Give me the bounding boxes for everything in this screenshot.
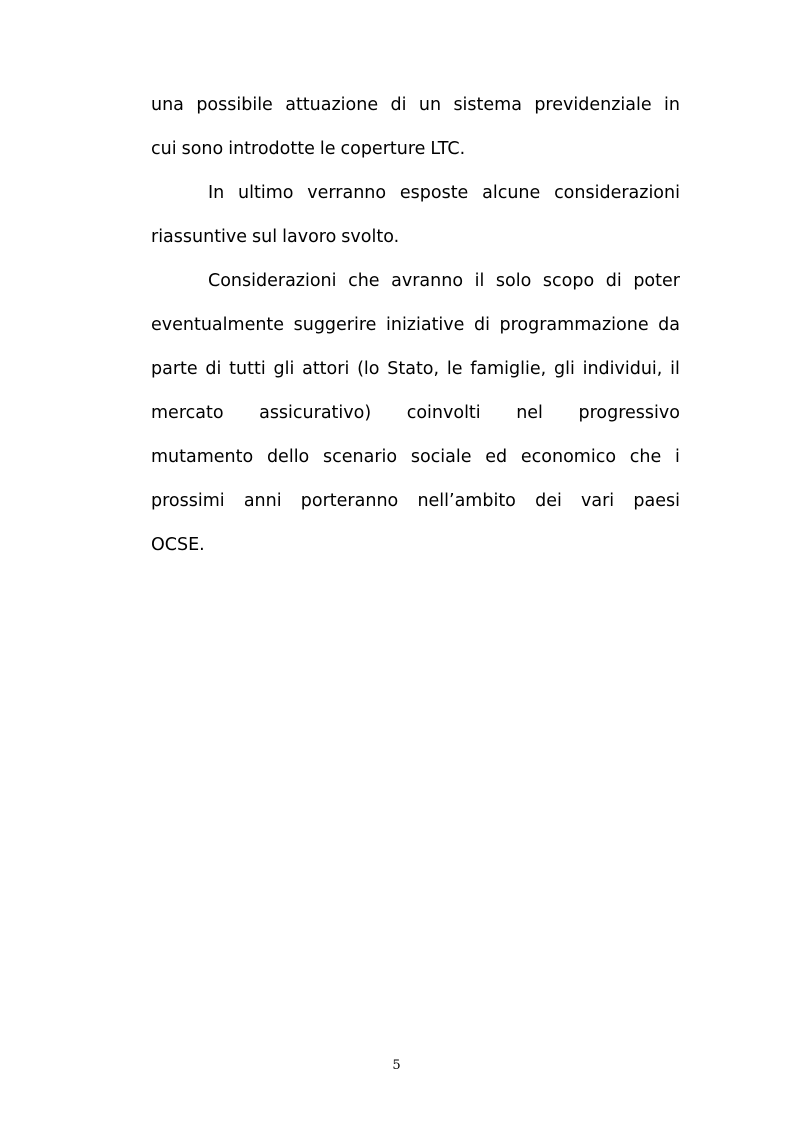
word: gli [273, 359, 295, 379]
word: anni [243, 491, 282, 511]
text-line [151, 171, 680, 215]
word: sul [252, 227, 278, 247]
word: eventualmente [151, 315, 285, 335]
word: il [670, 359, 680, 379]
word: prossimi [151, 491, 225, 511]
text-line [151, 347, 680, 391]
word: programmazione [499, 315, 649, 335]
word: riassuntive [151, 227, 248, 247]
word: dello [266, 447, 310, 467]
word: suggerire [293, 315, 377, 335]
word: parte [151, 359, 198, 379]
word: OCSE. [151, 535, 205, 555]
word: scenario [323, 447, 398, 467]
word: individui, [582, 359, 663, 379]
word: verranno [307, 183, 387, 203]
word: le [319, 139, 336, 159]
word: ultimo [238, 183, 294, 203]
word: previdenziale [534, 95, 652, 115]
word: LTC. [430, 139, 466, 159]
word: di [605, 271, 622, 291]
word: alcune [482, 183, 541, 203]
word: cui [151, 139, 177, 159]
word: porteranno [300, 491, 399, 511]
word: nel [516, 403, 543, 423]
word: gli [553, 359, 575, 379]
word: lavoro [282, 227, 337, 247]
word: di [390, 95, 407, 115]
word: introdotte [228, 139, 315, 159]
word: di [205, 359, 222, 379]
word: i [675, 447, 680, 467]
word: dei [535, 491, 562, 511]
text-line [151, 523, 680, 567]
word: attuazione [285, 95, 379, 115]
word: ed [485, 447, 508, 467]
text-line [151, 83, 680, 127]
body-text [151, 83, 680, 567]
word: mutamento [151, 447, 254, 467]
word: coperture [340, 139, 426, 159]
word: attori [302, 359, 350, 379]
word: (lo [357, 359, 380, 379]
word: solo [495, 271, 532, 291]
word: in [664, 95, 680, 115]
word: Considerazioni [208, 271, 337, 291]
word: nell’ambito [417, 491, 516, 511]
word: considerazioni [554, 183, 680, 203]
word: sistema [453, 95, 522, 115]
word: di [473, 315, 490, 335]
word: mercato [151, 403, 224, 423]
word: In [208, 183, 225, 203]
word: da [658, 315, 680, 335]
page-number: 5 [392, 1058, 401, 1073]
word: sociale [410, 447, 472, 467]
word: una [151, 95, 184, 115]
word: poter [633, 271, 680, 291]
word: un [418, 95, 442, 115]
text-line [151, 303, 680, 347]
word: avranno [391, 271, 464, 291]
word: il [474, 271, 485, 291]
word: assicurativo) [259, 403, 372, 423]
word: scopo [542, 271, 595, 291]
text-line [151, 479, 680, 523]
word: vari [581, 491, 615, 511]
text-line [151, 259, 680, 303]
word: tutti [229, 359, 266, 379]
word: che [348, 271, 380, 291]
word: coinvolti [406, 403, 481, 423]
word: esposte [399, 183, 469, 203]
text-line [151, 435, 680, 479]
word: economico [520, 447, 617, 467]
text-line [151, 215, 680, 259]
word: sono [181, 139, 224, 159]
word: le [446, 359, 463, 379]
word: possibile [196, 95, 273, 115]
word: iniziative [385, 315, 465, 335]
text-line [151, 391, 680, 435]
word: progressivo [578, 403, 680, 423]
word: paesi [633, 491, 680, 511]
word: svolto. [341, 227, 400, 247]
word: famiglie, [470, 359, 547, 379]
word: che [629, 447, 662, 467]
word: Stato, [387, 359, 440, 379]
text-line [151, 127, 680, 171]
